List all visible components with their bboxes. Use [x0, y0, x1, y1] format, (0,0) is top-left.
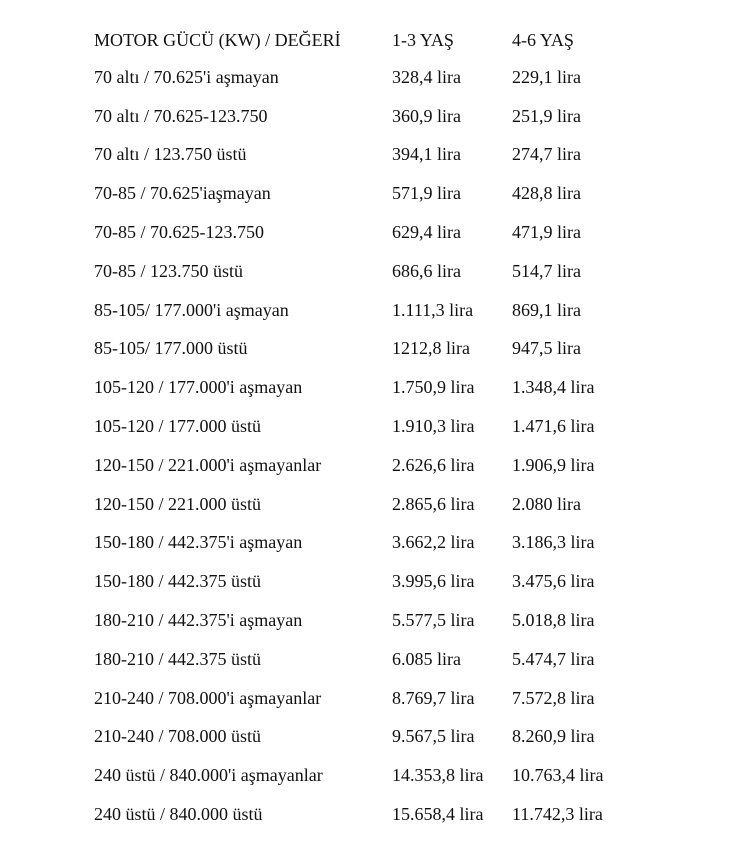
cell-motor-power: 210-240 / 708.000'i aşmayanlar	[94, 687, 322, 708]
cell-motor-power: 240 üstü / 840.000 üstü	[94, 804, 263, 825]
cell-age-1-3: 2.865,6 lira	[392, 493, 475, 514]
cell-age-1-3: 8.769,7 lira	[392, 687, 475, 708]
cell-age-4-6: 8.260,9 lira	[512, 726, 595, 747]
cell-motor-power: 180-210 / 442.375'i aşmayan	[94, 610, 303, 631]
cell-age-4-6: 1.348,4 lira	[512, 377, 595, 398]
cell-motor-power: 70-85 / 70.625'iaşmayan	[94, 183, 271, 204]
cell-motor-power: 240 üstü / 840.000'i aşmayanlar	[94, 765, 323, 786]
cell-age-1-3: 629,4 lira	[392, 222, 461, 243]
cell-age-4-6: 869,1 lira	[512, 299, 581, 320]
table-body	[94, 58, 654, 834]
header-motor-power: MOTOR GÜCÜ (KW) / DEĞERİ	[94, 29, 341, 50]
cell-motor-power: 85-105/ 177.000'i aşmayan	[94, 299, 289, 320]
cell-age-4-6: 7.572,8 lira	[512, 687, 595, 708]
cell-age-1-3: 360,9 lira	[392, 105, 461, 126]
cell-age-4-6: 274,7 lira	[512, 144, 581, 165]
cell-age-1-3: 394,1 lira	[392, 144, 461, 165]
cell-age-1-3: 3.662,2 lira	[392, 532, 475, 553]
cell-age-1-3: 15.658,4 lira	[392, 804, 484, 825]
cell-age-1-3: 1212,8 lira	[392, 338, 470, 359]
cell-age-4-6: 10.763,4 lira	[512, 765, 604, 786]
table-row	[94, 601, 654, 640]
cell-motor-power: 210-240 / 708.000 üstü	[94, 726, 262, 747]
table-row	[94, 213, 654, 252]
cell-age-4-6: 2.080 lira	[512, 493, 581, 514]
cell-age-1-3: 2.626,6 lira	[392, 454, 475, 475]
cell-age-1-3: 6.085 lira	[392, 648, 461, 669]
cell-motor-power: 70-85 / 123.750 üstü	[94, 260, 244, 281]
table-row	[94, 640, 654, 679]
table-row	[94, 136, 654, 175]
cell-age-1-3: 3.995,6 lira	[392, 571, 475, 592]
cell-motor-power: 70-85 / 70.625-123.750	[94, 222, 264, 243]
cell-age-1-3: 1.750,9 lira	[392, 377, 475, 398]
cell-age-1-3: 571,9 lira	[392, 183, 461, 204]
cell-motor-power: 70 altı / 123.750 üstü	[94, 144, 247, 165]
cell-age-1-3: 5.577,5 lira	[392, 610, 475, 631]
table-row	[94, 562, 654, 601]
cell-motor-power: 180-210 / 442.375 üstü	[94, 648, 262, 669]
cell-age-1-3: 1.111,3 lira	[392, 299, 474, 320]
cell-motor-power: 120-150 / 221.000 üstü	[94, 493, 262, 514]
cell-age-4-6: 11.742,3 lira	[512, 804, 603, 825]
cell-motor-power: 105-120 / 177.000 üstü	[94, 416, 262, 437]
cell-motor-power: 70 altı / 70.625'i aşmayan	[94, 66, 279, 87]
cell-motor-power: 120-150 / 221.000'i aşmayanlar	[94, 454, 322, 475]
table-row	[94, 330, 654, 369]
table-row	[94, 407, 654, 446]
table-row	[94, 795, 654, 834]
table-row	[94, 679, 654, 718]
table-header-row	[94, 22, 654, 58]
cell-age-4-6: 229,1 lira	[512, 66, 581, 87]
cell-motor-power: 70 altı / 70.625-123.750	[94, 105, 268, 126]
cell-age-1-3: 1.910,3 lira	[392, 416, 475, 437]
table-row	[94, 446, 654, 485]
table-row	[94, 368, 654, 407]
tax-table	[94, 22, 654, 834]
cell-age-4-6: 428,8 lira	[512, 183, 581, 204]
cell-age-1-3: 14.353,8 lira	[392, 765, 484, 786]
cell-age-1-3: 686,6 lira	[392, 260, 461, 281]
table-row	[94, 524, 654, 563]
header-age-1-3: 1-3 YAŞ	[392, 29, 454, 50]
table-row	[94, 174, 654, 213]
table-row	[94, 756, 654, 795]
cell-age-1-3: 328,4 lira	[392, 66, 461, 87]
cell-motor-power: 150-180 / 442.375 üstü	[94, 571, 262, 592]
cell-age-4-6: 251,9 lira	[512, 105, 581, 126]
table-row	[94, 252, 654, 291]
table-row	[94, 485, 654, 524]
cell-age-4-6: 1.471,6 lira	[512, 416, 595, 437]
table-row	[94, 58, 654, 97]
cell-age-4-6: 947,5 lira	[512, 338, 581, 359]
cell-motor-power: 85-105/ 177.000 üstü	[94, 338, 248, 359]
cell-age-4-6: 5.474,7 lira	[512, 648, 595, 669]
cell-age-4-6: 5.018,8 lira	[512, 610, 595, 631]
cell-motor-power: 150-180 / 442.375'i aşmayan	[94, 532, 303, 553]
cell-motor-power: 105-120 / 177.000'i aşmayan	[94, 377, 303, 398]
cell-age-1-3: 9.567,5 lira	[392, 726, 475, 747]
cell-age-4-6: 3.186,3 lira	[512, 532, 595, 553]
cell-age-4-6: 514,7 lira	[512, 260, 581, 281]
cell-age-4-6: 1.906,9 lira	[512, 454, 595, 475]
cell-age-4-6: 471,9 lira	[512, 222, 581, 243]
table-row	[94, 718, 654, 757]
header-age-4-6: 4-6 YAŞ	[512, 29, 574, 50]
table-row	[94, 291, 654, 330]
cell-age-4-6: 3.475,6 lira	[512, 571, 595, 592]
table-row	[94, 97, 654, 136]
